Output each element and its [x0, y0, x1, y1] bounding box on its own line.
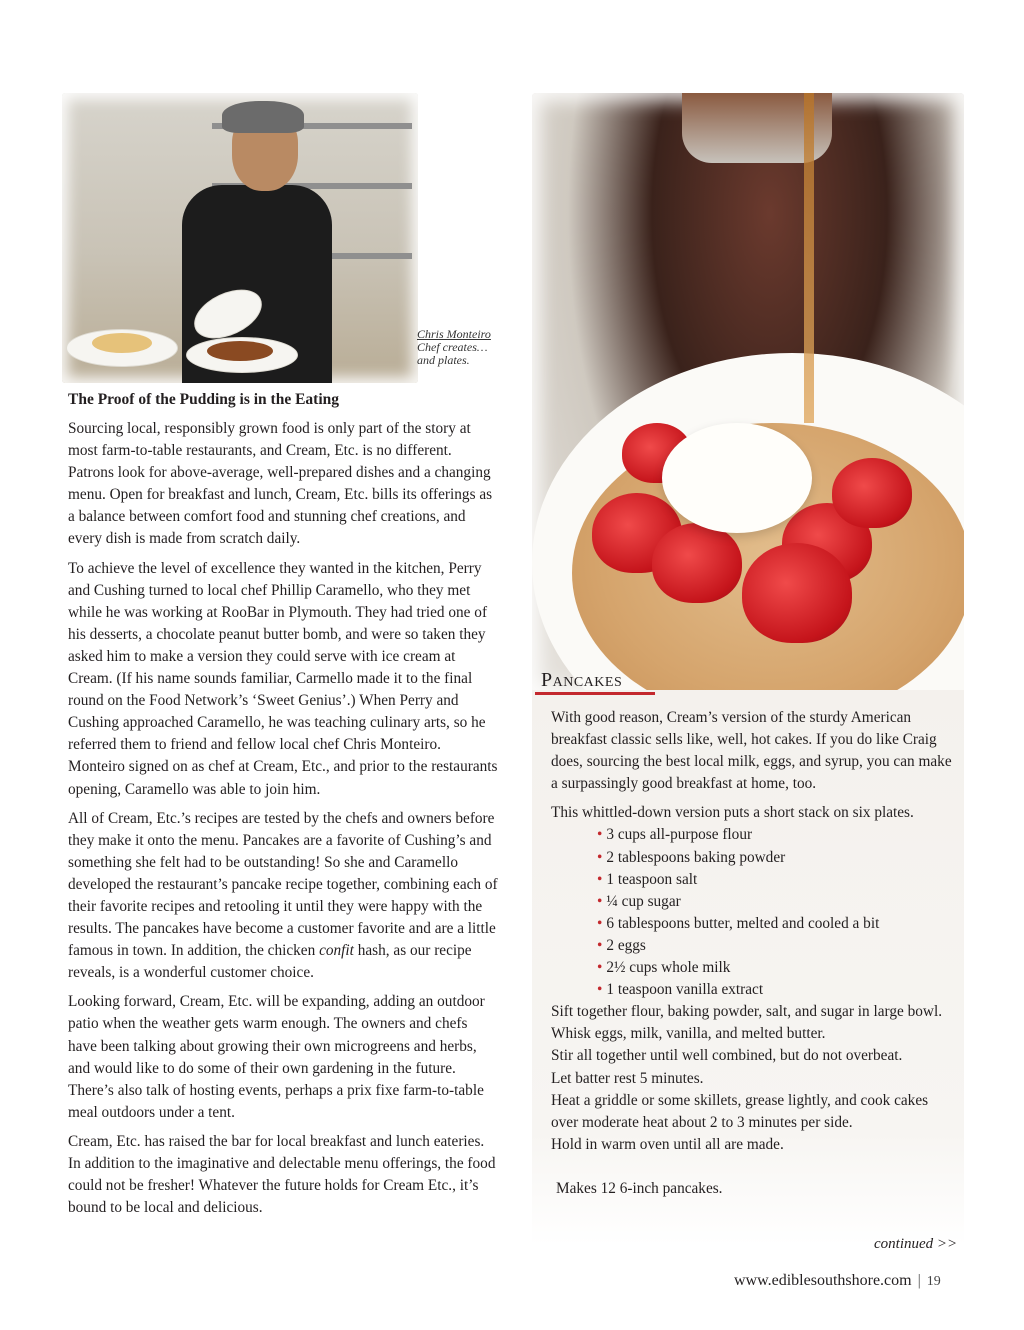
article-paragraph: To achieve the level of excellence they wanted in the kitchen, Perry and Cushing turned to local chef Phillip Caramello, who they met while he was working at RooBar in Plymouth. They had tried one of his desserts, a chocolate peanut butter bomb, and were so taken they asked him to make a version they could serve with ice cream at Cream. (If his name sounds familiar, Carmello made it to the final round on the Food Network’s ‘Sweet Genius’.) When Perry and Cushing approached Caramello, he was teaching culinary arts, so he referred them to friend and fellow local chef Chris Monteiro. Monteiro signed on as chef at Cream, Etc., and prior to the restaurants opening, Caramello was able to join him.	[68, 559, 498, 798]
photo-credit: Chris Monteiro	[417, 327, 491, 341]
pancake-photo	[532, 93, 964, 693]
ingredient-text: 3 cups all-purpose flour	[606, 826, 753, 844]
recipe-yield: Makes 12 6-inch pancakes.	[556, 1179, 723, 1197]
article-paragraph: Cream, Etc. has raised the bar for local breakfast and lunch eateries. In addition to the imaginative and delectable menu offerings, the food could not be fresher! Whatever the future holds for Cream Etc., it’s bound to be local and delicious.	[68, 1132, 496, 1217]
paragraph-text: hash, as our recipe reveals, is a wonderful customer choice.	[68, 942, 472, 982]
ingredient-text: 6 tablespoons butter, melted and cooled a bit	[606, 914, 880, 932]
bullet-icon: •	[597, 936, 603, 954]
ingredient-item	[597, 979, 956, 1001]
paragraph-text: All of Cream, Etc.’s recipes are tested by the chefs and owners before they make it onto the menu. Pancakes are a favorite of Cushing’s and something she felt had to be outstanding! So she and Caramello developed the restaurant’s pancake recipe together, combining each of their favorite recipes and retooling it until they were happy with the results. The pancakes have become a customer favorite and are a little famous in town. In addition, the chicken	[68, 809, 498, 960]
strawberry	[652, 523, 742, 603]
article-paragraph: Looking forward, Cream, Etc. will be expanding, adding an outdoor patio when the weather gets warm enough. The owners and chefs have been talking about growing their own microgreens and herbs, and would like to do some of their own gardening in the future. There’s also talk of hosting events, perhaps a prix fixe farm-to-table meal outdoors under a tent.	[68, 993, 485, 1121]
whipped-cream	[662, 423, 812, 533]
bullet-icon: •	[597, 826, 603, 844]
ingredient-item	[597, 847, 956, 869]
strawberry	[832, 458, 912, 528]
ingredient-item	[597, 869, 956, 891]
ingredient-item	[597, 913, 956, 935]
bullet-icon: •	[597, 959, 603, 977]
ingredient-item	[597, 824, 956, 846]
ingredient-item	[597, 935, 956, 957]
recipe-step: Let batter rest 5 minutes.	[551, 1069, 704, 1087]
photo-caption	[417, 328, 517, 367]
chef-photo	[62, 93, 418, 383]
ingredient-list	[551, 824, 956, 1001]
bullet-icon: •	[597, 914, 603, 932]
ingredient-text: 2½ cups whole milk	[606, 959, 731, 977]
caption-line: and plates.	[417, 353, 470, 367]
italic-word: confit	[319, 942, 354, 960]
caption-line: Chef creates…	[417, 340, 488, 354]
ingredient-text: 1 teaspoon vanilla extract	[606, 981, 764, 999]
article-heading: The Proof of the Pudding is in the Eating	[68, 391, 340, 408]
bullet-icon: •	[597, 848, 603, 866]
plated-food	[92, 333, 152, 353]
ingredient-text: ¼ cup sugar	[606, 892, 681, 910]
bullet-icon: •	[597, 870, 603, 888]
title-underline	[535, 692, 655, 695]
recipe-title: Pancakes	[541, 669, 623, 691]
recipe-step: Heat a griddle or some skillets, grease lightly, and cook cakes over moderate heat about 2 to 3 minutes per side.	[551, 1091, 929, 1131]
bullet-icon: •	[597, 892, 603, 910]
recipe-step: Whisk eggs, milk, vanilla, and melted butter.	[551, 1025, 826, 1043]
recipe-step: Stir all together until well combined, but do not overbeat.	[551, 1047, 903, 1065]
bullet-icon: •	[597, 981, 603, 999]
page-footer	[734, 1272, 941, 1290]
article-column	[68, 390, 500, 1226]
article-paragraph: Sourcing local, responsibly grown food is only part of the story at most farm-to-table restaurants, and Cream, Etc. is no different. Patrons look for above-average, well-prepared dishes and a changing menu. Open for breakfast and lunch, Cream, Etc. bills its offerings as a balance between comfort food and stunning chef creations, and every dish is made from scratch daily.	[68, 420, 493, 548]
plated-food	[207, 341, 273, 361]
recipe-step: Sift together flour, baking powder, salt, and sugar in large bowl.	[551, 1003, 943, 1021]
ingredient-item	[597, 957, 956, 979]
strawberry	[742, 543, 852, 643]
ingredient-text: 2 tablespoons baking powder	[606, 848, 786, 866]
ingredient-text: 2 eggs	[606, 936, 646, 954]
continued-link[interactable]: continued >>	[874, 1236, 958, 1252]
article-paragraph	[68, 808, 500, 985]
recipe-column	[551, 707, 956, 1200]
ingredient-text: 1 teaspoon salt	[606, 870, 698, 888]
footer-separator: |	[917, 1272, 921, 1289]
ingredient-item	[597, 891, 956, 913]
chef-cap	[222, 101, 304, 133]
recipe-serves: This whittled-down version puts a short stack on six plates.	[551, 804, 914, 822]
syrup-stream	[804, 93, 814, 423]
recipe-step: Hold in warm oven until all are made.	[551, 1135, 784, 1153]
page-number: 19	[926, 1274, 941, 1289]
recipe-intro: With good reason, Cream’s version of the sturdy American breakfast classic sells like, well, hot cakes. If you do like Craig does, sourcing the best local milk, eggs, and syrup, you can make a surpassingly good breakfast at home, too.	[551, 709, 952, 793]
website-url[interactable]: www.ediblesouthshore.com	[734, 1272, 912, 1289]
